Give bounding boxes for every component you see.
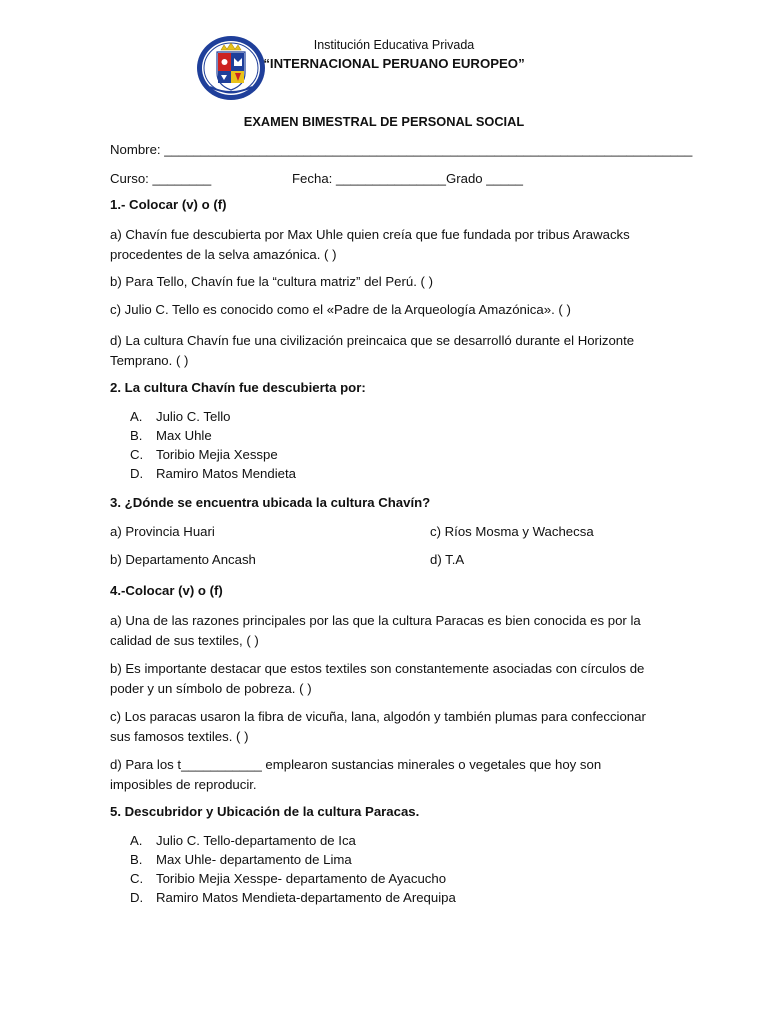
- course-field[interactable]: Curso: ________: [110, 171, 212, 186]
- q4-item-a: a) Una de las razones principales por las que la cultura Paracas es bien conocida es por la calidad de sus textiles, ( ): [110, 613, 641, 648]
- list-item: [130, 426, 296, 445]
- q3-option-c: c) Ríos Mosma y Wachecsa: [430, 524, 594, 539]
- option-text: Max Uhle: [156, 428, 212, 443]
- q5-options: [130, 831, 456, 907]
- q1-item-a: a) Chavín fue descubierta por Max Uhle quien creía que fue fundada por tribus Arawacks procedentes de la selva amazónica. ( ): [110, 227, 630, 262]
- q4-item-d: d) Para los t___________ emplearon sustancias minerales o vegetales que hoy son imposibles de reproducir.: [110, 757, 602, 792]
- q1-item-c: c) Julio C. Tello es conocido como el «Padre de la Arqueología Amazónica». ( ): [110, 302, 571, 317]
- option-letter: C.: [130, 447, 144, 462]
- q3-heading: 3. ¿Dónde se encuentra ubicada la cultura Chavín?: [110, 495, 431, 510]
- q4-heading: 4.-Colocar (v) o (f): [110, 583, 223, 598]
- option-text: Toribio Mejia Xesspe- departamento de Ayacucho: [156, 871, 447, 886]
- q2-heading: 2. La cultura Chavín fue descubierta por:: [110, 380, 366, 395]
- option-letter: D.: [130, 466, 144, 481]
- option-letter: A.: [130, 409, 143, 424]
- list-item: [130, 888, 456, 907]
- list-item: [130, 869, 456, 888]
- option-text: Ramiro Matos Mendieta: [156, 466, 296, 481]
- option-letter: A.: [130, 833, 143, 848]
- option-text: Julio C. Tello-departamento de Ica: [156, 833, 356, 848]
- option-letter: C.: [130, 871, 144, 886]
- school-name: “INTERNACIONAL PERUANO EUROPEO”: [263, 56, 525, 71]
- q4-item-c: c) Los paracas usaron la fibra de vicuña, lana, algodón y también plumas para confeccionar sus famosos textiles. ( ): [110, 709, 646, 744]
- list-item: [130, 831, 456, 850]
- list-item: [130, 464, 296, 483]
- name-field[interactable]: Nombre: ________________________________________________________________________: [110, 142, 693, 157]
- exam-title: EXAMEN BIMESTRAL DE PERSONAL SOCIAL: [243, 114, 525, 129]
- q3-option-b: b) Departamento Ancash: [110, 552, 256, 567]
- option-text: Max Uhle- departamento de Lima: [156, 852, 352, 867]
- option-text: Toribio Mejia Xesspe: [156, 447, 278, 462]
- q1-item-b: b) Para Tello, Chavín fue la “cultura matriz” del Perú. ( ): [110, 274, 433, 289]
- list-item: [130, 445, 296, 464]
- list-item: [130, 850, 456, 869]
- option-letter: D.: [130, 890, 144, 905]
- option-letter: B.: [130, 852, 143, 867]
- date-grade-field[interactable]: Fecha: _______________Grado _____: [292, 171, 523, 186]
- q3-option-a: a) Provincia Huari: [110, 524, 215, 539]
- list-item: [130, 407, 296, 426]
- q3-option-d: d) T.A: [430, 552, 465, 567]
- q2-options: [130, 407, 296, 483]
- q5-heading: 5. Descubridor y Ubicación de la cultura Paracas.: [110, 804, 420, 819]
- option-text: Ramiro Matos Mendieta-departamento de Arequipa: [156, 890, 456, 905]
- option-letter: B.: [130, 428, 143, 443]
- q4-item-b: b) Es importante destacar que estos textiles son constantemente asociadas con círculos de poder y un símbolo de pobreza. ( ): [110, 661, 645, 696]
- institution-line: Institución Educativa Privada: [313, 38, 475, 52]
- option-text: Julio C. Tello: [156, 409, 231, 424]
- q1-heading: 1.- Colocar (v) o (f): [110, 197, 227, 212]
- q1-item-d: d) La cultura Chavín fue una civilización preincaica que se desarrolló durante el Horizonte Temprano. ( ): [110, 333, 635, 368]
